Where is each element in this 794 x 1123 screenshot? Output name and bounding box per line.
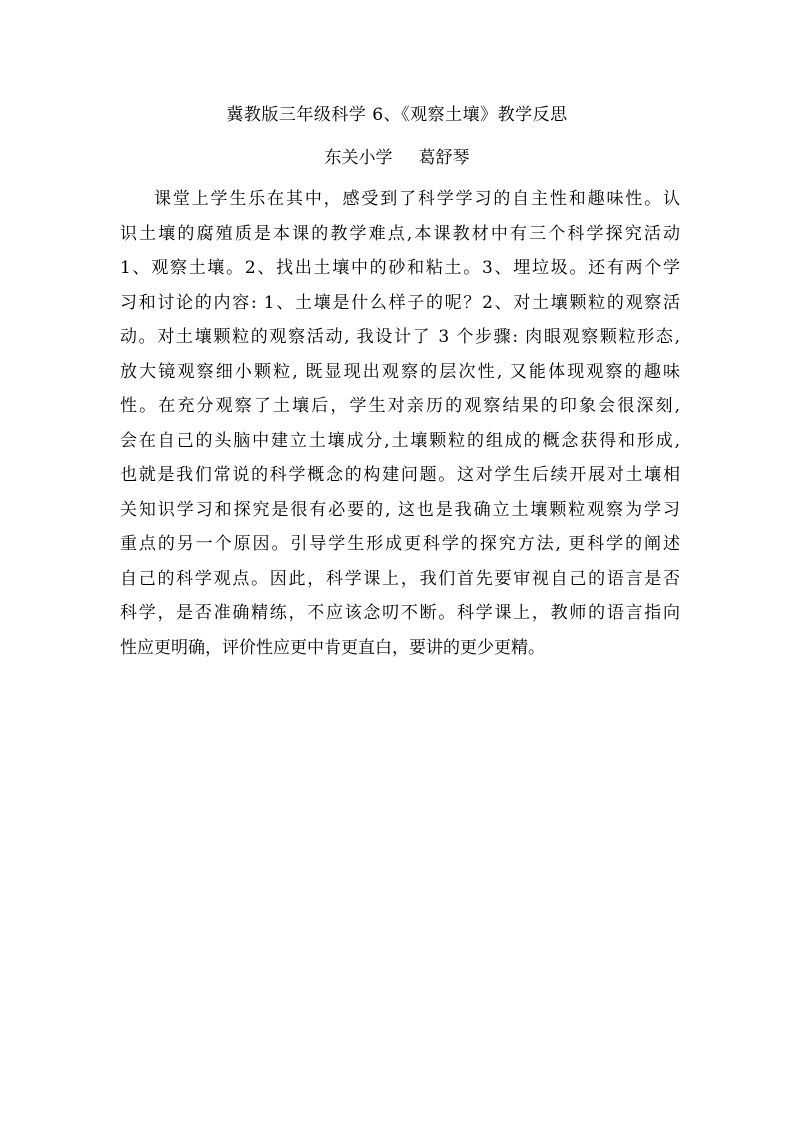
body-line: 会在自己的头脑中建立土壤成分,土壤颗粒的组成的概念获得和形成, bbox=[120, 430, 680, 451]
document-body bbox=[120, 182, 680, 665]
body-line: 也就是我们常说的科学概念的构建问题。这对学生后续开展对土壤相 bbox=[120, 465, 680, 485]
author-name: 葛舒琴 bbox=[418, 148, 470, 168]
body-line: 关知识学习和探究是很有必要的, 这也是我确立土壤颗粒观察为学习 bbox=[120, 499, 680, 520]
body-line: 习和讨论的内容: 1、土壤是什么样子的呢？2、对土壤颗粒的观察活 bbox=[120, 292, 680, 313]
body-line: 重点的另一个原因。引导学生形成更科学的探究方法, 更科学的阐述 bbox=[120, 534, 680, 554]
author-line bbox=[0, 146, 794, 170]
body-line: 动。对土壤颗粒的观察活动, 我设计了 3 个步骤: 肉眼观察颗粒形态, bbox=[120, 327, 680, 347]
body-line: 科学，是否准确精练，不应该念叨不断。科学课上，教师的语言指向 bbox=[120, 603, 680, 623]
body-line: 自己的科学观点。因此，科学课上，我们首先要审视自己的语言是否 bbox=[120, 568, 680, 589]
body-line: 课堂上学生乐在其中，感受到了科学学习的自主性和趣味性。认 bbox=[154, 189, 680, 209]
body-line: 识土壤的腐殖质是本课的教学难点,本课教材中有三个科学探究活动 bbox=[120, 223, 680, 244]
body-line: 性。在充分观察了土壤后，学生对亲历的观察结果的印象会很深刻, bbox=[120, 396, 680, 416]
body-line: 放大镜观察细小颗粒, 既显现出观察的层次性, 又能体现观察的趣味 bbox=[120, 361, 680, 382]
body-line: 性应更明确，评价性应更中肯更直白，要讲的更少更精。 bbox=[120, 637, 545, 658]
school-name: 东关小学 bbox=[324, 148, 393, 168]
body-line: 1、观察土壤。2、找出土壤中的砂和粘土。3、埋垃圾。还有两个学 bbox=[120, 258, 680, 278]
document-title: 冀教版三年级科学 6、《观察土壤》教学反思 bbox=[226, 105, 568, 125]
